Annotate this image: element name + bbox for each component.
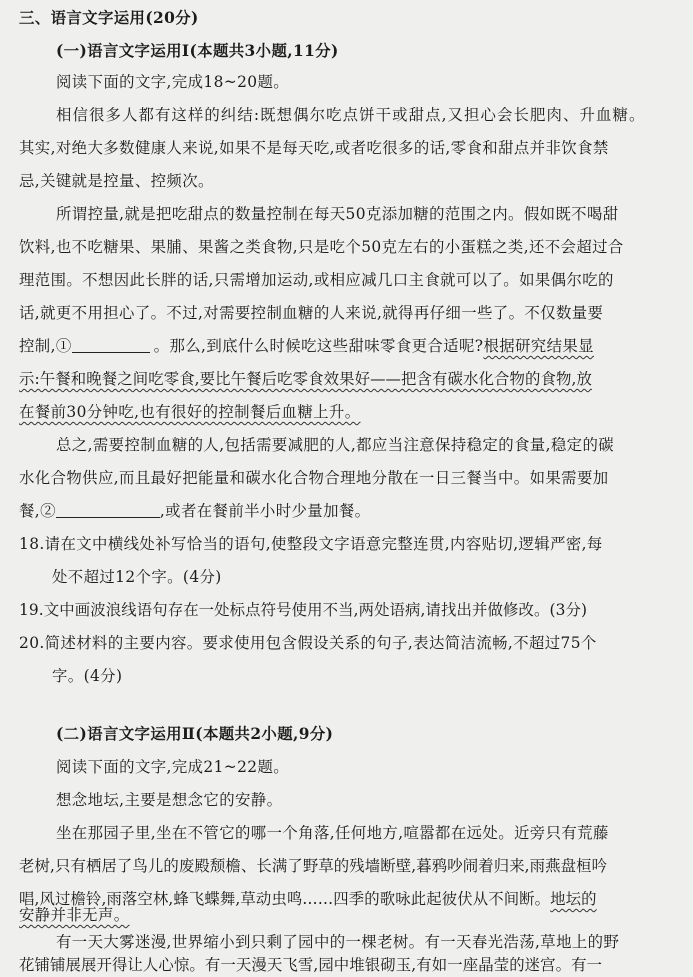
passage2-p3-line2: 花铺铺展展开得让人心惊。有一天漫天飞雪,园中堆银砌玉,有如一座晶莹的迷宫。有一 xyxy=(19,956,603,974)
passage2-p2-line2: 老树,只有栖居了鸟儿的废殿颓檐、长满了野草的残墙断壁,暮鸦吵闹着归来,雨燕盘桓吟 xyxy=(19,857,608,875)
section-title: 三、语言文字运用(20分) xyxy=(19,9,199,27)
passage2-p3-line1: 有一天大雾迷漫,世界缩小到只剩了园中的一棵老树。有一天春光浩荡,草地上的野 xyxy=(56,933,620,951)
wavy-sentence-2-part2: 安静并非无声。 xyxy=(19,906,130,924)
question-19: 19.文中画波浪线语句存在一处标点符号使用不当,两处语病,请找出并做修改。(3分) xyxy=(19,601,588,619)
passage1-p2-line5 xyxy=(19,336,594,356)
passage1-p2-line2: 饮料,也不吃糖果、果脯、果酱之类食物,只是吃个50克左右的小蛋糕之类,还不会超过合 xyxy=(19,238,624,256)
passage1-p1-line1: 相信很多人都有这样的纠结:既想偶尔吃点饼干或甜点,又担心会长肥肉、升血糖。 xyxy=(56,106,646,124)
passage1-p1-line2: 其实,对绝大多数健康人来说,如果不是每天吃,或者吃很多的话,零食和甜点并非饮食禁 xyxy=(19,139,609,157)
question-18-line2: 处不超过12个字。(4分) xyxy=(52,568,222,586)
question-18-line1: 18.请在文中横线处补写恰当的语句,使整段文字语意完整连贯,内容贴切,逻辑严密,每 xyxy=(19,535,603,553)
question-20-line2: 字。(4分) xyxy=(52,667,123,685)
wavy-sentence-part3: 在餐前30分钟吃,也有很好的控制餐后血糖上升。 xyxy=(19,403,361,421)
passage1-p3-line3 xyxy=(19,501,370,521)
blank-2[interactable] xyxy=(56,503,160,518)
line3-suffix: ,或者在餐前半小时少量加餐。 xyxy=(159,502,371,520)
question-20-line1: 20.简述材料的主要内容。要求使用包含假设关系的句子,表达简洁流畅,不超过75个 xyxy=(19,634,597,652)
wavy-sentence-part1: 根据研究结果显 xyxy=(483,337,594,355)
passage2-p2-line1: 坐在那园子里,坐在不管它的哪一个角落,任何地方,喧嚣都在远处。近旁只有荒藤 xyxy=(56,824,609,842)
passage2-p2-line4 xyxy=(19,905,130,925)
line3-text: 唱,风过檐铃,雨落空林,蜂飞蝶舞,草动虫鸣……四季的歌咏此起彼伏从不间断。 xyxy=(19,890,551,908)
line3-prefix: 餐, xyxy=(19,502,41,520)
blank-1-marker: ① xyxy=(55,337,72,355)
passage1-p3-line1: 总之,需要控制血糖的人,包括需要减肥的人,都应当注意保持稳定的食量,稳定的碳 xyxy=(56,436,615,454)
passage1-p2-line3: 理范围。不想因此长胖的话,只需增加运动,或相应减几口主食就可以了。如果偶尔吃的 xyxy=(19,271,614,289)
passage1-p2-line6 xyxy=(19,369,592,389)
passage1-p2-line1: 所谓控量,就是把吃甜点的数量控制在每天50克添加糖的范围之内。假如既不喝甜 xyxy=(56,205,619,223)
passage2-p1: 想念地坛,主要是想念它的安静。 xyxy=(56,791,283,809)
blank-2-marker: ② xyxy=(40,502,56,520)
line5-middle: 。那么,到底什么时候吃这些甜味零食更合适呢? xyxy=(153,337,484,355)
part2-instruction: 阅读下面的文字,完成21~22题。 xyxy=(56,758,290,776)
passage1-p2-line7 xyxy=(19,402,361,422)
passage1-p3-line2: 水化合物供应,而且最好把能量和碳水化合物合理地分散在一日三餐当中。如果需要加 xyxy=(19,469,609,487)
wavy-sentence-2-part1: 地坛的 xyxy=(550,890,597,908)
part1-instruction: 阅读下面的文字,完成18~20题。 xyxy=(56,73,290,91)
part2-heading: (二)语言文字运用Ⅱ(本题共2小题,9分) xyxy=(56,725,334,743)
passage1-p2-line4: 话,就更不用担心了。不过,对需要控制血糖的人来说,就得再仔细一些了。不仅数量要 xyxy=(19,304,604,322)
wavy-sentence-part2: 示:午餐和晚餐之间吃零食,要比午餐后吃零食效果好——把含有碳水化合物的食物,放 xyxy=(19,370,592,388)
passage1-p1-line3: 忌,关键就是控量、控频次。 xyxy=(19,172,214,190)
part1-heading: (一)语言文字运用Ⅰ(本题共3小题,11分) xyxy=(56,42,339,60)
line5-prefix: 控制, xyxy=(19,337,56,355)
blank-1[interactable] xyxy=(72,338,150,353)
